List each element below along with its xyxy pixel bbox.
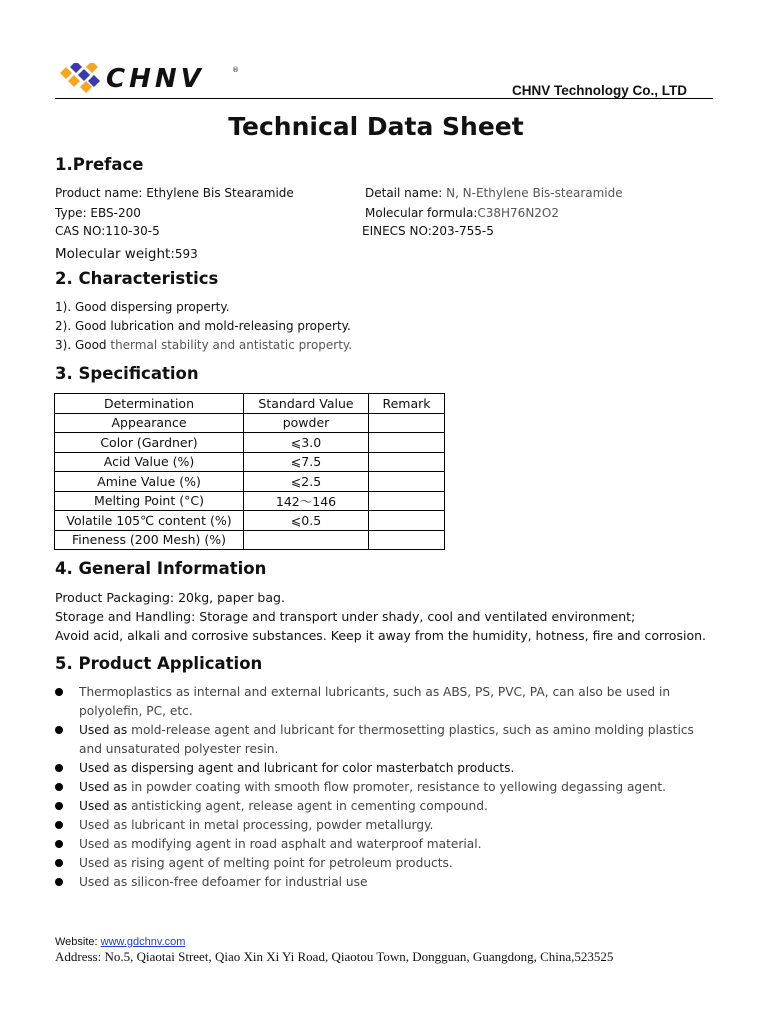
specification-heading: 3. Specification [55, 364, 199, 383]
company-name: CHNV Technology Co., LTD [512, 83, 687, 98]
cas-number: CAS NO:110-30-5 [55, 224, 160, 238]
header-cell: Remark [369, 394, 445, 414]
table-cell: Acid Value (%) [55, 452, 244, 472]
characteristic-item: 2). Good lubrication and mold-releasing property. [55, 319, 351, 333]
table-cell [369, 491, 445, 511]
application-heading: 5. Product Application [55, 654, 263, 673]
bullet-icon [55, 726, 63, 734]
list-item: Used as rising agent of melting point for petroleum products. [55, 854, 715, 873]
list-item: Used as antisticking agent, release agent in cementing compound. [55, 797, 715, 816]
logo-wordmark: CHNV [106, 64, 205, 93]
table-row [55, 452, 445, 472]
header-divider [55, 98, 713, 99]
einecs-number: EINECS NO:203-755-5 [362, 224, 494, 238]
table-cell: ⩽3.0 [244, 433, 369, 453]
characteristic-item: 1). Good dispersing property. [55, 300, 230, 314]
list-item: Used as modifying agent in road asphalt and waterproof material. [55, 835, 715, 854]
bullet-icon [55, 859, 63, 867]
svg-text:®: ® [232, 66, 239, 74]
detail-name: Detail name: N, N-Ethylene Bis-stearamide [365, 186, 623, 200]
table-cell: ⩽2.5 [244, 472, 369, 492]
bullet-icon [55, 688, 63, 696]
specification-table [54, 393, 445, 550]
table-cell [369, 472, 445, 492]
table-cell: ⩽0.5 [244, 511, 369, 531]
preface-heading: 1.Preface [55, 155, 144, 174]
table-row [55, 530, 445, 550]
table-header-row [55, 394, 445, 414]
bullet-icon [55, 840, 63, 848]
bullet-icon [55, 821, 63, 829]
list-item: Used as mold-release agent and lubricant for thermosetting plastics, such as amino molding plastics and unsaturated polyester resin. [55, 721, 715, 759]
list-item: Thermoplastics as internal and external lubricants, such as ABS, PS, PVC, PA, can also be used in polyolefin, PC, etc. [55, 683, 715, 721]
table-cell [369, 452, 445, 472]
website-line: Website: www.gdchnv.com [55, 936, 186, 948]
table-cell [369, 433, 445, 453]
table-cell: ⩽7.5 [244, 452, 369, 472]
table-row [55, 511, 445, 531]
table-cell [369, 511, 445, 531]
bullet-icon [55, 783, 63, 791]
bullet-icon [55, 802, 63, 810]
chnv-logo-icon [60, 63, 245, 93]
product-name: Product name: Ethylene Bis Stearamide [55, 186, 294, 200]
table-cell [369, 413, 445, 433]
table-cell: Fineness (200 Mesh) (%) [55, 530, 244, 550]
characteristic-item: 3). Good thermal stability and antistatic property. [55, 338, 353, 352]
table-cell: Volatile 105℃ content (%) [55, 511, 244, 531]
table-cell: Amine Value (%) [55, 472, 244, 492]
avoid-text: Avoid acid, alkali and corrosive substances. Keep it away from the humidity, hotness, fire and corrosion. [55, 628, 706, 643]
table-row [55, 413, 445, 433]
table-cell: Melting Point (°C) [55, 491, 244, 511]
table-cell: powder [244, 413, 369, 433]
packaging-text: Product Packaging: 20kg, paper bag. [55, 590, 285, 605]
table-cell: 142～146 [244, 491, 369, 511]
list-item: Used as dispersing agent and lubricant for color masterbatch products. [55, 759, 715, 778]
header-cell: Standard Value [244, 394, 369, 414]
table-cell: Appearance [55, 413, 244, 433]
website-link[interactable]: www.gdchnv.com [100, 936, 186, 948]
page-title: Technical Data Sheet [228, 112, 524, 141]
list-item: Used as in powder coating with smooth flow promoter, resistance to yellowing degassing agent. [55, 778, 715, 797]
molecular-weight: Molecular weight:593 [55, 246, 198, 262]
characteristics-heading: 2. Characteristics [55, 269, 219, 288]
application-list [55, 683, 715, 892]
table-row [55, 491, 445, 511]
company-logo [60, 63, 245, 97]
table-cell [369, 530, 445, 550]
table-row [55, 472, 445, 492]
header-cell: Determination [55, 394, 244, 414]
product-type: Type: EBS-200 [55, 206, 141, 220]
bullet-icon [55, 878, 63, 886]
list-item: Used as lubricant in metal processing, powder metallurgy. [55, 816, 715, 835]
table-cell: Color (Gardner) [55, 433, 244, 453]
list-item: Used as silicon-free defoamer for industrial use [55, 873, 715, 892]
general-info-heading: 4. General Information [55, 559, 267, 578]
molecular-formula: Molecular formula:C38H76N2O2 [365, 206, 560, 220]
address-text: Address: No.5, Qiaotai Street, Qiao Xin Xi Yi Road, Qiaotou Town, Dongguan, Guangdong, China,523525 [55, 949, 614, 964]
bullet-icon [55, 764, 63, 772]
storage-text: Storage and Handling: Storage and transport under shady, cool and ventilated environment; [55, 609, 636, 624]
table-row [55, 433, 445, 453]
table-cell [244, 530, 369, 550]
